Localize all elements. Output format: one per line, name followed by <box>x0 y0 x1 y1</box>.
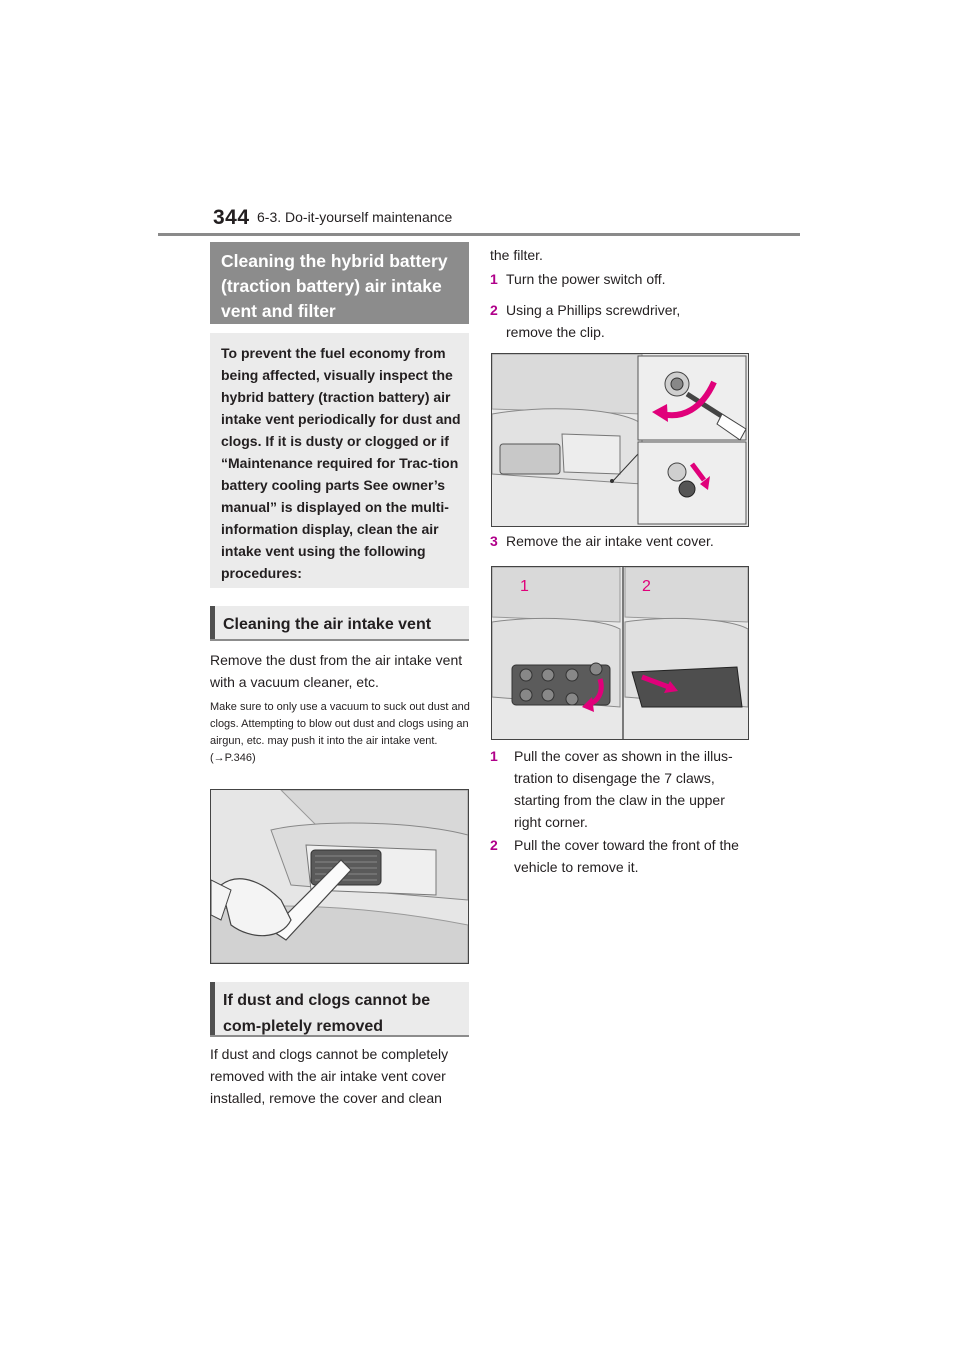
substep-1 <box>490 745 750 833</box>
main-heading: Cleaning the hybrid battery (traction battery) air intake vent and filter <box>221 251 448 321</box>
heading-bar <box>210 606 215 639</box>
step-3 <box>490 530 760 552</box>
step-text: Remove the air intake vent cover. <box>506 533 714 549</box>
sub-heading-cleaning-vent <box>210 606 469 641</box>
step-number: 1 <box>490 271 498 287</box>
figure-label-2: 2 <box>642 578 651 595</box>
header-rule <box>158 233 800 236</box>
substep-text: Pull the cover as shown in the illus-tration to disengage the 7 claws, starting from the claw in the upper right corner. <box>514 748 733 830</box>
sub-heading-not-removed <box>210 982 469 1037</box>
intro-text: To prevent the fuel economy from being affected, visually inspect the hybrid battery (traction battery) air intake vent periodically for dust and clogs. If it is dusty or clogged or if “Maintenance required for Trac-tion battery cooling parts See owner’s manual” is displayed on the multi-information display, clean the air intake vent using the following procedures: <box>221 345 461 581</box>
step-2 <box>490 299 740 343</box>
step-1 <box>490 268 760 290</box>
section-title: 6-3. Do-it-yourself maintenance <box>257 209 453 225</box>
substep-number: 2 <box>490 837 498 853</box>
substep-2 <box>490 834 750 878</box>
figure-remove-cover <box>491 566 749 740</box>
sub-heading-text: Cleaning the air intake vent <box>223 616 432 633</box>
figure-remove-clip <box>491 353 749 527</box>
figure-label-1: 1 <box>520 578 529 595</box>
main-heading-box <box>210 242 469 324</box>
sub1-note: Make sure to only use a vacuum to suck out dust and clogs. Attempting to blow out dust and clogs using an airgun, etc. may push it into the air intake vent. (→P.346) <box>210 701 470 764</box>
step-number: 2 <box>490 302 498 318</box>
step-text: Turn the power switch off. <box>506 271 666 287</box>
heading-bar <box>210 982 215 1035</box>
step-number: 3 <box>490 533 498 549</box>
figure-vacuum-cleaning <box>210 789 469 964</box>
page-number: 344 <box>213 206 250 229</box>
sub-heading-text: If dust and clogs cannot be com-pletely removed <box>223 992 431 1035</box>
substep-number: 1 <box>490 748 498 764</box>
sub2-body: If dust and clogs cannot be completely removed with the air intake vent cover installed, remove the cover and clean <box>210 1046 449 1106</box>
step-text: Using a Phillips screwdriver, remove the clip. <box>506 302 681 340</box>
intro-box <box>210 333 469 588</box>
sub1-body: Remove the dust from the air intake vent with a vacuum cleaner, etc. <box>210 652 463 690</box>
continued-text: the filter. <box>490 247 543 263</box>
substep-text: Pull the cover toward the front of the vehicle to remove it. <box>514 837 739 875</box>
